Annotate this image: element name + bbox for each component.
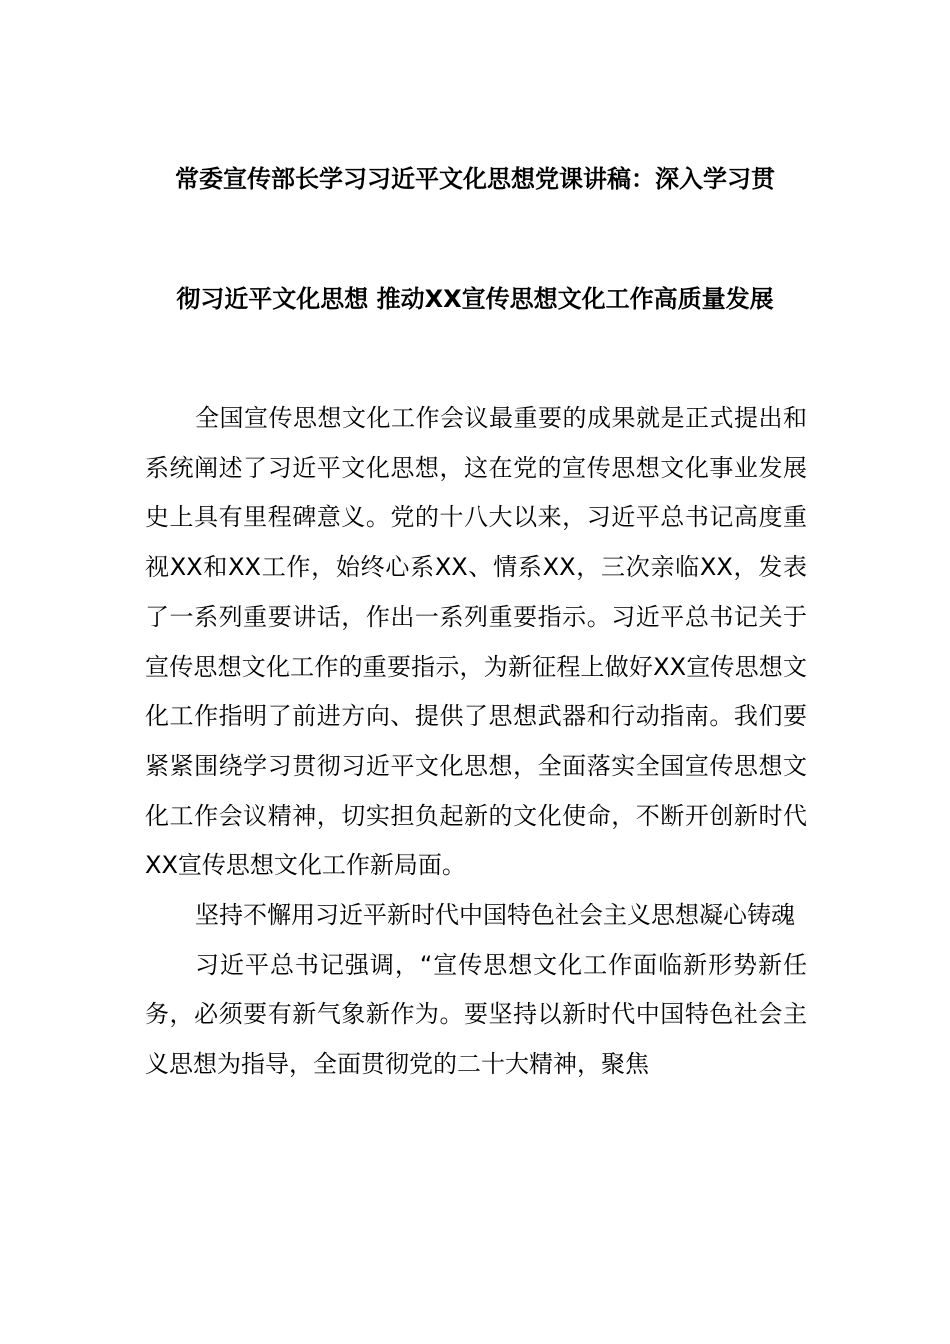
body-paragraph-quote: 习近平总书记强调，“宣传思想文化工作面临新形势新任务，必须要有新气象新作为。要坚持以新时代中国特色社会主义思想为指导，全面贯彻党的二十大精神，聚焦 xyxy=(145,950,807,1079)
section-heading-1: 坚持不懈用习近平新时代中国特色社会主义思想凝心铸魂 xyxy=(195,901,795,930)
body-paragraph-intro: 全国宣传思想文化工作会议最重要的成果就是正式提出和系统阐述了习近平文化思想，这在党的宣传思想文化事业发展史上具有里程碑意义。党的十八大以来，习近平总书记高度重视XX和XX工作，始终心系XX、情系XX，三次亲临XX，发表了一系列重要讲话，作出一系列重要指示。习近平总书记关于宣传思想文化工作的重要指示，为新征程上做好XX宣传思想文化工作指明了前进方向、提供了思想武器和行动指南。我们要紧紧围绕学习贯彻习近平文化思想，全面落实全国宣传思想文化工作会议精神，切实担负起新的文化使命，不断开创新时代XX宣传思想文化工作新局面。 xyxy=(145,404,807,880)
document-title-line-1: 常委宣传部长学习习近平文化思想党课讲稿：深入学习贯 xyxy=(175,165,775,193)
document-body xyxy=(145,394,807,1090)
document-title-line-2: 彻习近平文化思想 推动XX宣传思想文化工作高质量发展 xyxy=(176,285,774,313)
